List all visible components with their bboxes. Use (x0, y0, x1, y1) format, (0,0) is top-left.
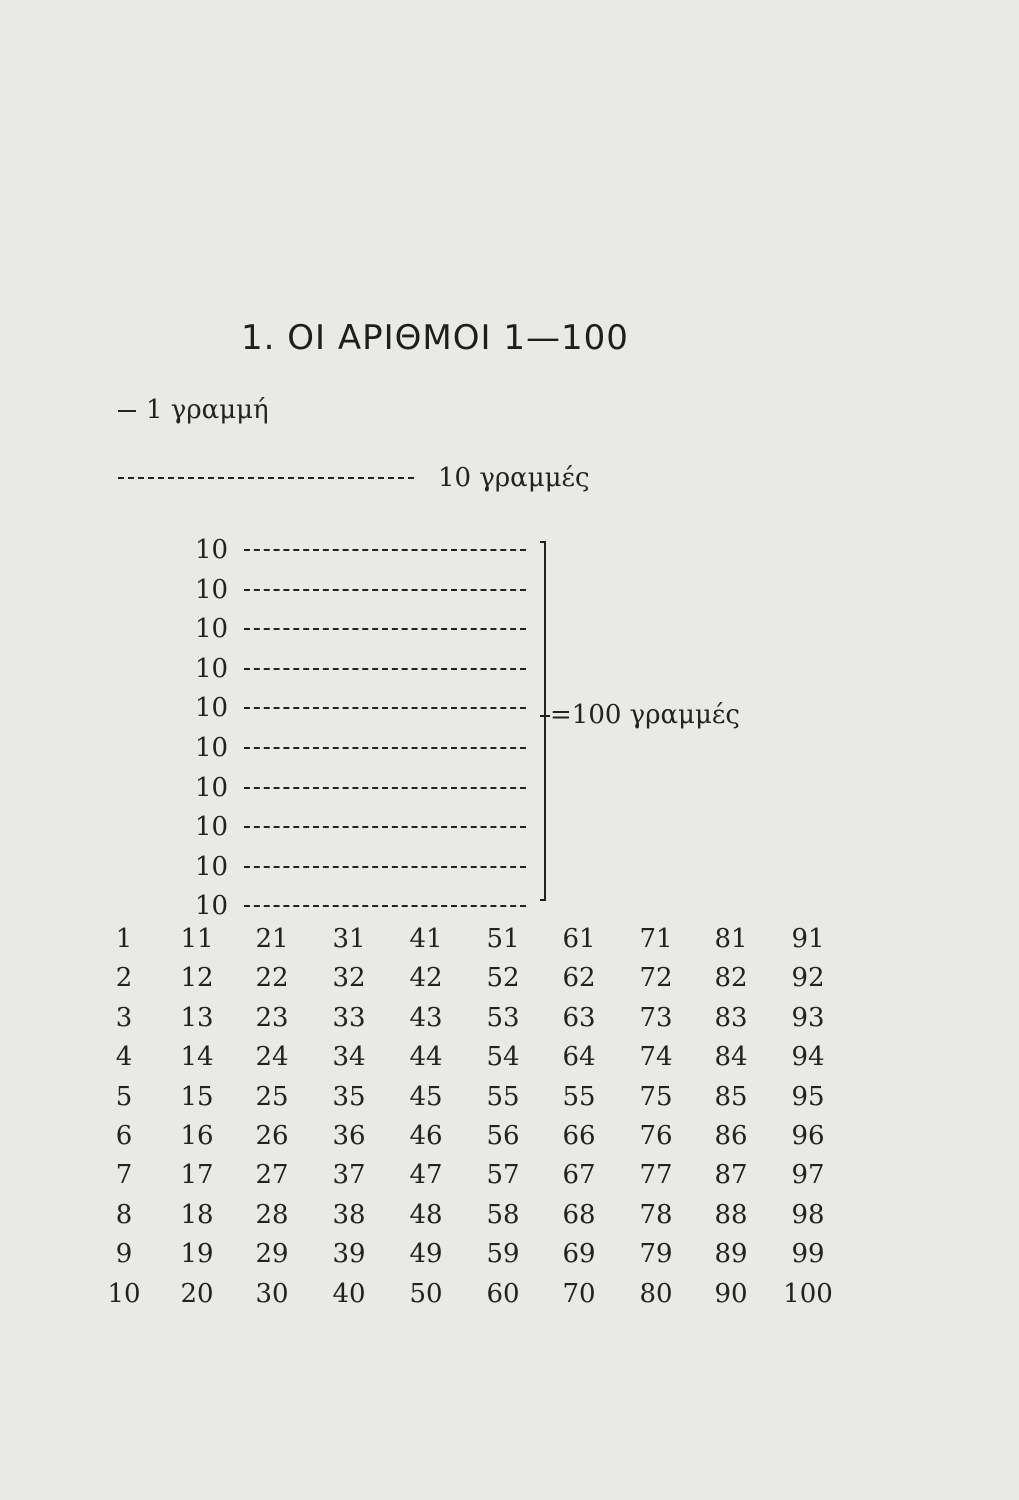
number-cell: 83 (714, 1002, 748, 1033)
number-cell: 35 (332, 1081, 366, 1112)
one-line-example (118, 395, 269, 425)
block-row-dashes (244, 668, 526, 670)
number-cell: 6 (115, 1121, 133, 1151)
number-cell: 42 (409, 963, 443, 994)
number-cell: 16 (180, 1121, 214, 1151)
number-cell: 33 (332, 1002, 366, 1033)
block-row (195, 807, 526, 847)
number-cell: 17 (180, 1160, 214, 1191)
number-cell: 96 (791, 1121, 825, 1151)
number-cell: 50 (409, 1278, 443, 1309)
number-cell: 55 (486, 1081, 520, 1112)
block-row-count: 10 (195, 535, 229, 565)
number-cell: 11 (180, 924, 214, 954)
block-row-dashes (244, 905, 526, 907)
brace-point (540, 715, 550, 717)
number-cell: 46 (409, 1121, 443, 1151)
number-cell: 2 (115, 963, 133, 994)
number-cell: 98 (791, 1199, 825, 1230)
number-cell: 52 (486, 963, 520, 994)
number-cell: 41 (409, 924, 443, 954)
number-cell: 9 (115, 1239, 133, 1270)
block-row-count: 10 (195, 653, 229, 684)
number-cell: 4 (115, 1042, 133, 1073)
ten-lines-label: 10 γραμμές (438, 463, 590, 493)
number-cell: 25 (255, 1081, 289, 1112)
number-cell: 93 (791, 1002, 825, 1033)
number-cell: 59 (486, 1239, 520, 1270)
number-cell: 67 (562, 1160, 596, 1191)
number-cell: 54 (486, 1042, 520, 1073)
block-row (195, 886, 526, 926)
number-cell: 60 (486, 1278, 520, 1309)
number-cell: 95 (791, 1081, 825, 1112)
number-cell: 5 (115, 1081, 133, 1112)
number-cell: 22 (255, 963, 289, 994)
number-cell: 90 (714, 1278, 748, 1309)
number-cell: 3 (115, 1002, 133, 1033)
number-cell: 97 (791, 1160, 825, 1191)
number-cell: 77 (639, 1160, 673, 1191)
block-row-count: 10 (195, 733, 229, 763)
number-cell: 57 (486, 1160, 520, 1191)
number-cell: 69 (562, 1239, 596, 1270)
block-row-count: 10 (195, 812, 229, 843)
number-cell: 30 (255, 1278, 289, 1309)
number-cell: 37 (332, 1160, 366, 1191)
block-row-dashes (244, 707, 526, 709)
number-cell: 18 (180, 1199, 214, 1230)
block-row (195, 530, 526, 570)
number-cell: 14 (180, 1042, 214, 1073)
number-cell: 23 (255, 1002, 289, 1033)
number-cell: 91 (791, 924, 825, 954)
number-cell: 74 (639, 1042, 673, 1073)
block-row-count: 10 (195, 614, 229, 645)
block-row-dashes (244, 628, 526, 630)
number-cell: 44 (409, 1042, 443, 1073)
number-cell: 84 (714, 1042, 748, 1073)
number-cell: 47 (409, 1160, 443, 1191)
number-cell: 55 (562, 1081, 596, 1112)
number-cell: 89 (714, 1239, 748, 1270)
block-row-count: 10 (195, 772, 229, 803)
block-row-dashes (244, 826, 526, 828)
block-row-count: 10 (195, 851, 229, 882)
number-cell: 7 (115, 1160, 133, 1191)
number-cell: 26 (255, 1121, 289, 1151)
number-cell: 45 (409, 1081, 443, 1112)
number-cell: 29 (255, 1239, 289, 1270)
number-cell: 72 (639, 963, 673, 994)
number-cell: 61 (562, 924, 596, 954)
number-cell: 49 (409, 1239, 443, 1270)
number-cell: 40 (332, 1278, 366, 1309)
number-cell: 78 (639, 1199, 673, 1230)
number-cell: 1 (115, 924, 133, 954)
block-row-dashes (244, 589, 526, 591)
number-cell: 64 (562, 1042, 596, 1073)
number-cell: 53 (486, 1002, 520, 1033)
number-cell: 43 (409, 1002, 443, 1033)
number-cell: 82 (714, 963, 748, 994)
number-cell: 13 (180, 1002, 214, 1033)
number-cell: 80 (639, 1278, 673, 1309)
number-cell: 66 (562, 1121, 596, 1151)
block-row (195, 847, 526, 887)
number-cell: 20 (180, 1278, 214, 1309)
block-row-dashes (244, 787, 526, 789)
block-row (195, 649, 526, 689)
number-cell: 31 (332, 924, 366, 954)
number-cell: 85 (714, 1081, 748, 1112)
number-cell: 62 (562, 963, 596, 994)
number-cell: 94 (791, 1042, 825, 1073)
ten-lines-example (118, 463, 590, 493)
block-row-count: 10 (195, 891, 229, 922)
block-row (195, 688, 526, 728)
block-total-label: =100 γραμμές (550, 700, 740, 730)
number-cell: 75 (639, 1081, 673, 1112)
number-cell: 39 (332, 1239, 366, 1270)
block-row (195, 570, 526, 610)
number-cell: 70 (562, 1278, 596, 1309)
number-cell: 76 (639, 1121, 673, 1151)
number-cell: 21 (255, 924, 289, 954)
number-cell: 81 (714, 924, 748, 954)
page-title: 1. ΟΙ ΑΡΙΘΜΟΙ 1—100 (241, 318, 629, 358)
ten-dashes (118, 477, 414, 479)
number-cell: 58 (486, 1199, 520, 1230)
number-cell: 48 (409, 1199, 443, 1230)
number-cell: 100 (783, 1278, 833, 1309)
number-cell: 38 (332, 1199, 366, 1230)
block-row (195, 728, 526, 768)
number-cell: 51 (486, 924, 520, 954)
number-cell: 99 (791, 1239, 825, 1270)
number-cell: 86 (714, 1121, 748, 1151)
number-cell: 28 (255, 1199, 289, 1230)
single-dash (118, 410, 136, 412)
number-cell: 36 (332, 1121, 366, 1151)
number-cell: 92 (791, 963, 825, 994)
number-cell: 56 (486, 1121, 520, 1151)
number-cell: 79 (639, 1239, 673, 1270)
number-cell: 24 (255, 1042, 289, 1073)
block-row-count: 10 (195, 574, 229, 605)
number-cell: 10 (107, 1278, 141, 1309)
number-cell: 12 (180, 963, 214, 994)
number-cell: 73 (639, 1002, 673, 1033)
one-line-label: 1 γραμμή (146, 395, 269, 425)
number-cell: 68 (562, 1199, 596, 1230)
right-brace (538, 541, 546, 901)
block-row-dashes (244, 747, 526, 749)
block-row (195, 768, 526, 808)
number-cell: 27 (255, 1160, 289, 1191)
block-row-dashes (244, 866, 526, 868)
number-cell: 87 (714, 1160, 748, 1191)
number-cell: 34 (332, 1042, 366, 1073)
number-cell: 8 (115, 1199, 133, 1230)
block-row-dashes (244, 549, 526, 551)
number-cell: 63 (562, 1002, 596, 1033)
number-cell: 32 (332, 963, 366, 994)
block-row (195, 609, 526, 649)
number-cell: 19 (180, 1239, 214, 1270)
number-cell: 15 (180, 1081, 214, 1112)
block-row-count: 10 (195, 693, 229, 724)
number-cell: 71 (639, 924, 673, 954)
number-cell: 88 (714, 1199, 748, 1230)
